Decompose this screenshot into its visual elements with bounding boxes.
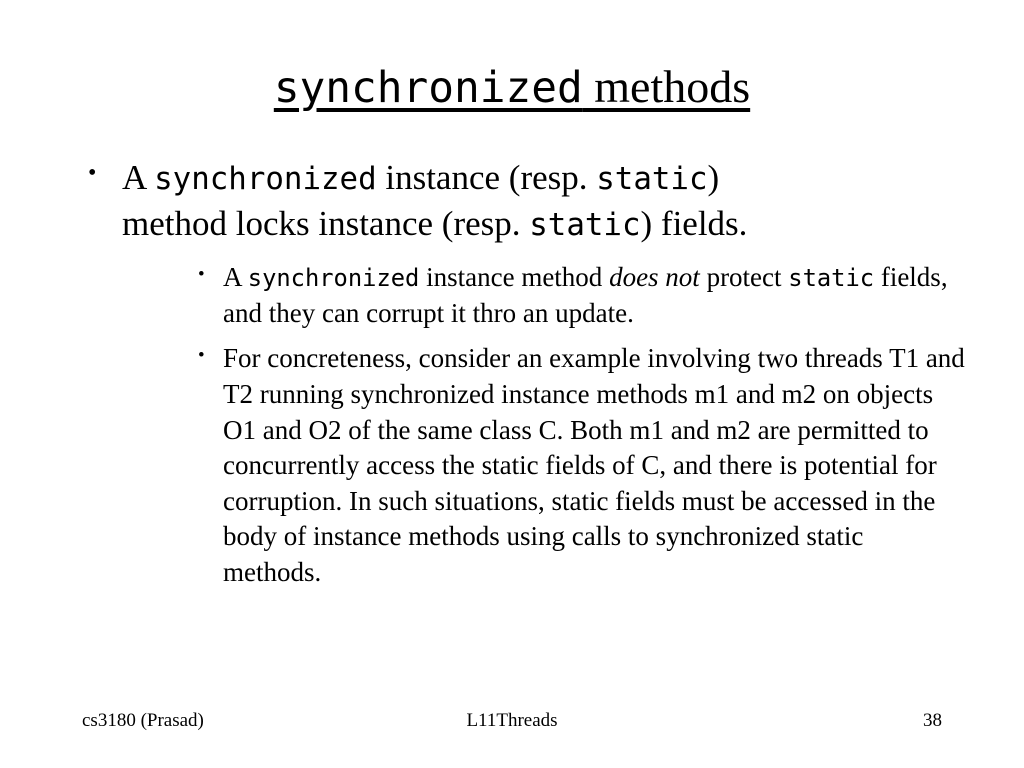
l1-code-synchronized: synchronized (154, 161, 377, 197)
l1-part2: instance (resp. (376, 158, 597, 197)
l1-line2-part1: method locks instance (resp. (122, 203, 530, 243)
slide-body (88, 155, 988, 601)
footer-page-number: 38 (923, 710, 942, 731)
bullet-marker: • (88, 160, 97, 186)
l1-code-static: static (596, 161, 708, 197)
bullet-level1-text (122, 155, 988, 246)
bullet-level1 (88, 155, 988, 246)
l2a-part1: A (223, 262, 248, 292)
sub-bullet-group (88, 260, 988, 591)
l2a-part4: fields, and they can corrupt it thro an update. (223, 262, 948, 328)
bullet-level2-second (198, 341, 988, 590)
l1-line2-part2: ) fields. (640, 203, 748, 243)
title-code-term: synchronized (273, 63, 583, 113)
l1-line2-code-static: static (529, 206, 641, 243)
l2a-emphasis: does not (609, 262, 700, 292)
page-title (0, 62, 1024, 113)
bullet-marker: • (198, 264, 205, 285)
footer-course: cs3180 (Prasad) (82, 710, 204, 731)
bullet-marker: • (198, 345, 205, 367)
l2a-part2: instance method (419, 262, 610, 292)
l1-part3: ) (707, 158, 720, 197)
l2a-code-synchronized: synchronized (247, 264, 420, 292)
title-suffix: methods (582, 61, 751, 112)
bullet-level2-first-text (223, 260, 988, 331)
l2a-part3: protect (699, 262, 789, 292)
l1-part1: A (122, 158, 155, 197)
footer-topic: L11Threads (466, 710, 558, 731)
l2a-code-static: static (788, 264, 875, 292)
bullet-level2-first (198, 260, 988, 331)
bullet-level2-second-text: For concreteness, consider an example involving two threads T1 and T2 running synchronized instance methods m1 and m2 on objects O1 and O2 of the same class C. Both m1 and m2 are permitted to concurrently access the static fields of C, and there is potential for corruption. In such situations, static fields must be accessed in the body of instance methods using calls to synchronized static methods. (223, 343, 965, 587)
slide-footer (0, 710, 1024, 740)
